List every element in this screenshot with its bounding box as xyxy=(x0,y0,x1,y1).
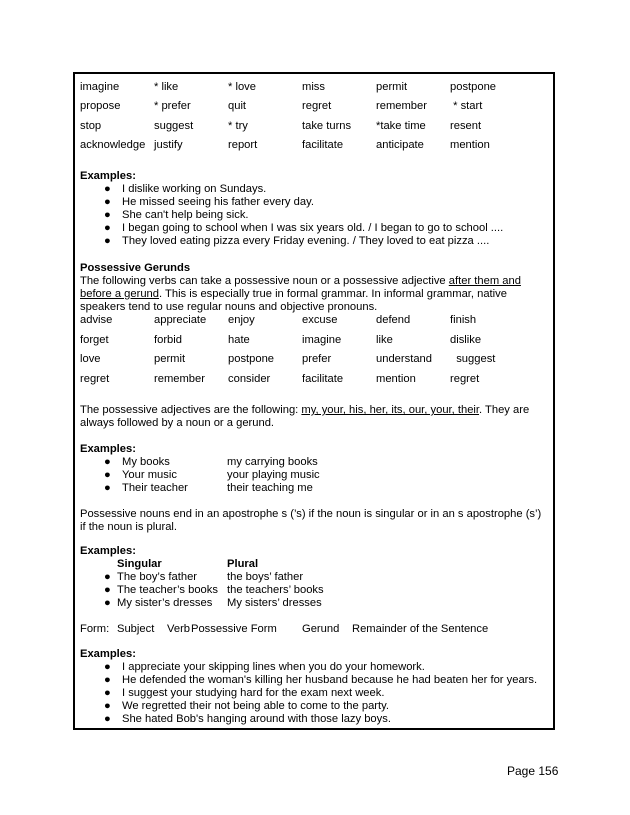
list-item-right: their teaching me xyxy=(227,482,313,494)
list-item xyxy=(80,661,550,674)
form-subject: Subject xyxy=(117,623,155,635)
possessive-gerunds-section xyxy=(80,262,550,314)
table-cell: acknowledge xyxy=(80,139,146,151)
list-item xyxy=(80,456,550,469)
page-number: Page 156 xyxy=(507,764,559,778)
column-header-plural: Plural xyxy=(227,558,259,570)
table-cell: stop xyxy=(80,120,102,132)
table-row xyxy=(80,81,540,95)
paragraph-line: Possessive nouns end in an apostrophe s (’s) if the noun is singular or in an s apostrophe (s’) xyxy=(80,508,542,520)
table-row xyxy=(80,314,540,328)
paragraph-line xyxy=(80,275,521,288)
table-cell: miss xyxy=(302,81,325,93)
list-item xyxy=(80,482,550,495)
underlined-text: after them and xyxy=(448,275,521,287)
list-item xyxy=(80,674,550,687)
table-cell: finish xyxy=(450,314,477,326)
possessive-nouns-paragraph xyxy=(80,508,550,534)
table-cell: *take time xyxy=(376,120,426,132)
table-row xyxy=(80,373,540,387)
form-label: Form: xyxy=(80,623,110,635)
form-line xyxy=(80,623,550,637)
examples-heading: Examples: xyxy=(80,648,136,660)
list-item xyxy=(80,700,550,713)
table-cell: take turns xyxy=(302,120,352,132)
list-item xyxy=(80,571,550,584)
table-cell: remember xyxy=(154,373,205,385)
paragraph-line xyxy=(80,288,507,301)
table-cell: defend xyxy=(376,314,411,326)
table-cell: facilitate xyxy=(302,139,344,151)
table-cell: regret xyxy=(450,373,480,385)
paragraph-line: always followed by a noun or a gerund. xyxy=(80,417,275,429)
list-item-right: My sisters’ dresses xyxy=(227,597,322,609)
bullet-icon: ● xyxy=(104,597,111,609)
text: . This is especially true in formal grammar. In informal grammar, native xyxy=(159,288,507,300)
examples-section-1 xyxy=(80,170,550,250)
table-cell: regret xyxy=(302,100,332,112)
bullet-icon: ● xyxy=(104,713,111,725)
list-item-left: The teacher’s books xyxy=(117,584,218,596)
form-verb: Verb xyxy=(167,623,191,635)
list-item xyxy=(80,183,550,196)
table-cell: forget xyxy=(80,334,109,346)
form-gerund: Gerund xyxy=(302,623,340,635)
list-item-right: the boys’ father xyxy=(227,571,304,583)
list-item-left: The boy’s father xyxy=(117,571,198,583)
list-item-left: Your music xyxy=(122,469,177,481)
list-item-text: I began going to school when I was six years old. / I began to go to school .... xyxy=(122,222,504,234)
paragraph-line xyxy=(80,404,529,417)
table-cell: forbid xyxy=(154,334,182,346)
list-item-text: I appreciate your skipping lines when you do your homework. xyxy=(122,661,425,673)
table-cell: imagine xyxy=(302,334,342,346)
list-item xyxy=(80,597,550,610)
table-cell: quit xyxy=(228,100,247,112)
list-item xyxy=(80,209,550,222)
examples-heading: Examples: xyxy=(80,545,136,557)
list-item-left: Their teacher xyxy=(122,482,188,494)
table-cell: regret xyxy=(80,373,110,385)
verb-table-2 xyxy=(80,314,540,394)
table-row xyxy=(80,334,540,348)
bullet-icon: ● xyxy=(104,235,111,247)
table-cell: * like xyxy=(154,81,179,93)
list-item xyxy=(80,469,550,482)
examples-heading: Examples: xyxy=(80,170,136,182)
table-cell: like xyxy=(376,334,393,346)
table-row xyxy=(80,139,540,153)
table-cell: * prefer xyxy=(154,100,191,112)
bullet-icon: ● xyxy=(104,482,111,494)
list-item xyxy=(80,584,550,597)
bullet-icon: ● xyxy=(104,456,111,468)
table-row xyxy=(80,353,540,367)
form-remainder: Remainder of the Sentence xyxy=(352,623,489,635)
list-item-right: the teachers’ books xyxy=(227,584,324,596)
table-cell: appreciate xyxy=(154,314,207,326)
bullet-icon: ● xyxy=(104,196,111,208)
table-cell: suggest xyxy=(154,120,194,132)
table-row xyxy=(80,100,540,114)
table-cell: excuse xyxy=(302,314,338,326)
table-cell: postpone xyxy=(450,81,497,93)
table-cell: resent xyxy=(450,120,482,132)
list-item xyxy=(80,222,550,235)
table-cell: mention xyxy=(450,139,490,151)
text: . They are xyxy=(479,404,530,416)
section-heading: Possessive Gerunds xyxy=(80,262,191,274)
list-item-text: She can't help being sick. xyxy=(122,209,249,221)
table-cell: enjoy xyxy=(228,314,255,326)
list-item-left: My sister’s dresses xyxy=(117,597,213,609)
form-possessive: Possessive Form xyxy=(191,623,277,635)
list-item xyxy=(80,196,550,209)
list-item xyxy=(80,687,550,700)
list-item-text: I suggest your studying hard for the exam next week. xyxy=(122,687,385,699)
list-item-right: my carrying books xyxy=(227,456,318,468)
bullet-icon: ● xyxy=(104,469,111,481)
table-cell: justify xyxy=(154,139,183,151)
underlined-text: my, your, his, her, its, our, your, their xyxy=(301,404,480,416)
bullet-icon: ● xyxy=(104,661,111,673)
list-item xyxy=(80,235,550,248)
paragraph-line: speakers tend to use regular nouns and objective pronouns. xyxy=(80,301,378,313)
list-item xyxy=(80,713,550,726)
table-cell: remember xyxy=(376,100,427,112)
examples-section-4 xyxy=(80,648,550,728)
text: The possessive adjectives are the following: xyxy=(80,404,302,416)
list-item-text: I dislike working on Sundays. xyxy=(122,183,267,195)
bullet-icon: ● xyxy=(104,571,111,583)
table-cell: * love xyxy=(228,81,256,93)
bullet-icon: ● xyxy=(104,687,111,699)
list-item-text: She hated Bob's hanging around with those lazy boys. xyxy=(122,713,391,725)
table-cell: love xyxy=(80,353,101,365)
verb-table-1 xyxy=(80,81,540,161)
table-cell: hate xyxy=(228,334,250,346)
table-cell: permit xyxy=(376,81,408,93)
bullet-icon: ● xyxy=(104,209,111,221)
paragraph-line: if the noun is plural. xyxy=(80,521,178,533)
bullet-icon: ● xyxy=(104,584,111,596)
table-cell: permit xyxy=(154,353,186,365)
bullet-icon: ● xyxy=(104,222,111,234)
table-cell: postpone xyxy=(228,353,275,365)
examples-heading: Examples: xyxy=(80,443,136,455)
table-cell: propose xyxy=(80,100,121,112)
table-cell: facilitate xyxy=(302,373,344,385)
table-cell: anticipate xyxy=(376,139,424,151)
table-cell: consider xyxy=(228,373,271,385)
list-item-right: your playing music xyxy=(227,469,320,481)
table-cell: mention xyxy=(376,373,416,385)
table-cell: prefer xyxy=(302,353,332,365)
text: The following verbs can take a possessive noun or a possessive adjective xyxy=(80,275,449,287)
examples-section-3 xyxy=(80,545,550,611)
possessive-adjectives-paragraph xyxy=(80,404,550,430)
table-cell: report xyxy=(228,139,258,151)
table-cell: dislike xyxy=(450,334,482,346)
table-cell: advise xyxy=(80,314,113,326)
list-item-left: My books xyxy=(122,456,170,468)
column-header-singular: Singular xyxy=(117,558,162,570)
table-cell: * try xyxy=(228,120,248,132)
underlined-text: before a gerund xyxy=(80,288,159,300)
table-cell: * start xyxy=(450,100,483,112)
list-item-text: He defended the woman's killing her husband because he had beaten her for years. xyxy=(122,674,538,686)
bullet-icon: ● xyxy=(104,674,111,686)
list-item-text: They loved eating pizza every Friday evening. / They loved to eat pizza .... xyxy=(122,235,490,247)
list-item-text: We regretted their not being able to come to the party. xyxy=(122,700,389,712)
bullet-icon: ● xyxy=(104,700,111,712)
table-cell: suggest xyxy=(450,353,496,365)
bullet-icon: ● xyxy=(104,183,111,195)
examples-section-2 xyxy=(80,443,550,495)
table-cell: understand xyxy=(376,353,432,365)
table-row xyxy=(80,120,540,134)
list-item-text: He missed seeing his father every day. xyxy=(122,196,314,208)
table-cell: imagine xyxy=(80,81,120,93)
